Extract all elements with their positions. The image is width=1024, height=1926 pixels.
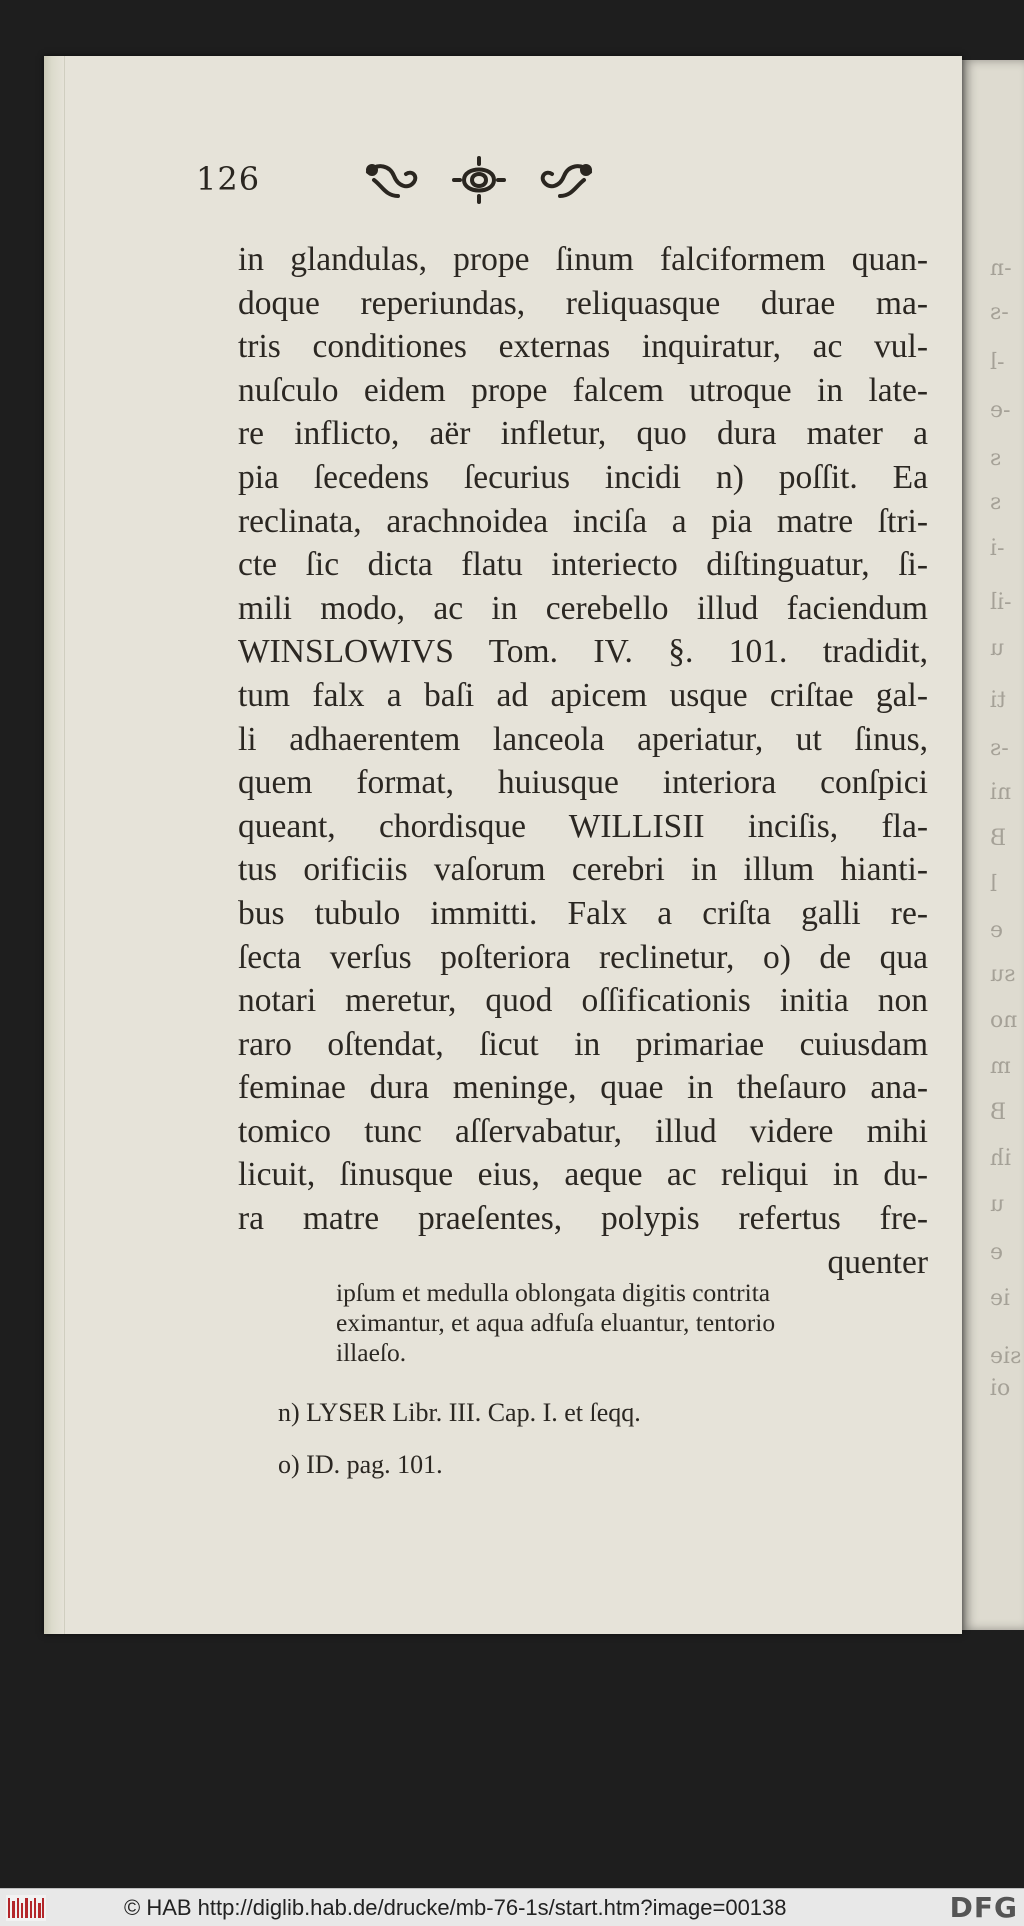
text-line: cte ſic dicta flatu interiecto diſtinguatur, ſi- bbox=[238, 546, 928, 584]
facing-fragment: ni bbox=[990, 780, 1012, 805]
footnote-mark: o) bbox=[278, 1450, 300, 1479]
footnote-text: ID. pag. 101. bbox=[306, 1450, 443, 1479]
facing-fragment: su bbox=[990, 962, 1016, 987]
facing-fragment: -l bbox=[990, 350, 1005, 375]
facing-fragment: u bbox=[990, 1192, 1005, 1217]
facing-fragment: -i bbox=[990, 536, 1005, 561]
text-line: WINSLOWIVS Tom. IV. §. 101. tradidit, bbox=[238, 633, 928, 671]
text-line: reclinata, arachnoidea inciſa a pia matre ſtri- bbox=[238, 502, 928, 540]
facing-fragment: u bbox=[990, 636, 1005, 661]
facing-fragment: ti bbox=[990, 688, 1006, 713]
text-line: in glandulas, prope ſinum falciformem quan- bbox=[238, 241, 928, 278]
facing-fragment: B bbox=[990, 826, 1007, 851]
facing-fragment: -n bbox=[990, 256, 1012, 281]
text-line: li adhaerentem lanceola aperiatur, ut ſinus, bbox=[238, 720, 928, 758]
footnote-continuation bbox=[336, 1278, 928, 1368]
footnote-text: LYSER Libr. III. Cap. I. et ſeqq. bbox=[306, 1398, 641, 1427]
facing-fragment: -il bbox=[990, 590, 1012, 615]
facing-fragment: -s bbox=[990, 300, 1009, 325]
facing-fragment: -e bbox=[990, 398, 1011, 423]
facing-fragment: s bbox=[990, 446, 1002, 471]
catchword: quenter bbox=[827, 1243, 928, 1281]
text-line: mili modo, ac in cerebello illud faciendum bbox=[238, 589, 928, 627]
text-line: notari meretur, quod oſſificationis initia non bbox=[238, 982, 928, 1020]
text-line: tris conditiones externas inquiratur, ac vul- bbox=[238, 328, 928, 366]
text-line: ſecta verſus poſteriora reclinetur, o) de qua bbox=[238, 938, 928, 976]
facing-page bbox=[962, 60, 1024, 1630]
facing-fragment: sie bbox=[990, 1344, 1022, 1369]
dfg-logo: DFG bbox=[949, 1891, 1018, 1924]
viewer-footer bbox=[0, 1888, 1024, 1926]
facing-fragment: no bbox=[990, 1008, 1018, 1033]
body-text bbox=[238, 238, 928, 1284]
text-line: quem format, huiusque interiora conſpici bbox=[238, 764, 928, 802]
footnote-line: eximantur, et aqua adfuſa eluantur, tentorio bbox=[336, 1308, 776, 1337]
text-line: tomico tunc aſſervabatur, illud videre mihi bbox=[238, 1112, 928, 1150]
text-line: tus orificiis vaſorum cerebri in illum hianti- bbox=[238, 851, 928, 889]
text-line: re inflicto, aër infletur, quo dura mater a bbox=[238, 415, 928, 453]
copyright-link[interactable]: © HAB http://diglib.hab.de/drucke/mb-76-1s/start.htm?image=00138 bbox=[124, 1895, 787, 1920]
text-line: feminae dura meninge, quae in theſauro ana- bbox=[238, 1069, 928, 1107]
text-line: doque reperiundas, reliquasque durae ma- bbox=[238, 284, 928, 322]
text-line: licuit, ſinusque eius, aeque ac reliqui in du- bbox=[238, 1156, 928, 1194]
text-line: queant, chordisque WILLISII inciſis, fla- bbox=[238, 807, 928, 845]
facing-fragment: B bbox=[990, 1100, 1007, 1125]
page-number: 126 bbox=[196, 160, 261, 198]
footnote-mark: n) bbox=[278, 1398, 300, 1427]
text-line: nuſculo eidem prope falcem utroque in late- bbox=[238, 371, 928, 409]
facing-fragment: m bbox=[990, 1054, 1011, 1079]
hab-barcode-logo-icon[interactable] bbox=[6, 1895, 46, 1921]
facing-fragment: s bbox=[990, 490, 1002, 515]
facing-fragment: e bbox=[990, 918, 1004, 943]
text-line: raro oſtendat, ſicut in primariae cuiusdam bbox=[238, 1025, 928, 1063]
footnote-line: illaeſo. bbox=[336, 1338, 407, 1367]
text-line: ra matre praeſentes, polypis refertus fre- bbox=[238, 1200, 928, 1238]
text-line: tum falx a baſi ad apicem usque criſtae gal- bbox=[238, 676, 928, 714]
footnotes bbox=[238, 1278, 928, 1480]
text-line: pia ſecedens ſecurius incidi n) poſſit. Ea bbox=[238, 458, 928, 496]
text-line: bus tubulo immitti. Falx a criſta galli re- bbox=[238, 894, 928, 932]
facing-fragment: l bbox=[990, 872, 998, 897]
facing-fragment: e bbox=[990, 1240, 1004, 1265]
footnote-o bbox=[278, 1450, 928, 1480]
facing-fragment: ih bbox=[990, 1146, 1012, 1171]
page-header bbox=[196, 160, 756, 216]
facing-fragment: ie bbox=[990, 1286, 1011, 1311]
facing-fragment: -s bbox=[990, 736, 1009, 761]
page-edge bbox=[44, 56, 65, 1634]
facing-fragment: oi bbox=[990, 1376, 1011, 1401]
footnote-n bbox=[278, 1398, 928, 1428]
footnote-line: ipſum et medulla oblongata digitis contrita bbox=[336, 1278, 771, 1307]
fleuron-ornament-icon bbox=[364, 156, 594, 206]
